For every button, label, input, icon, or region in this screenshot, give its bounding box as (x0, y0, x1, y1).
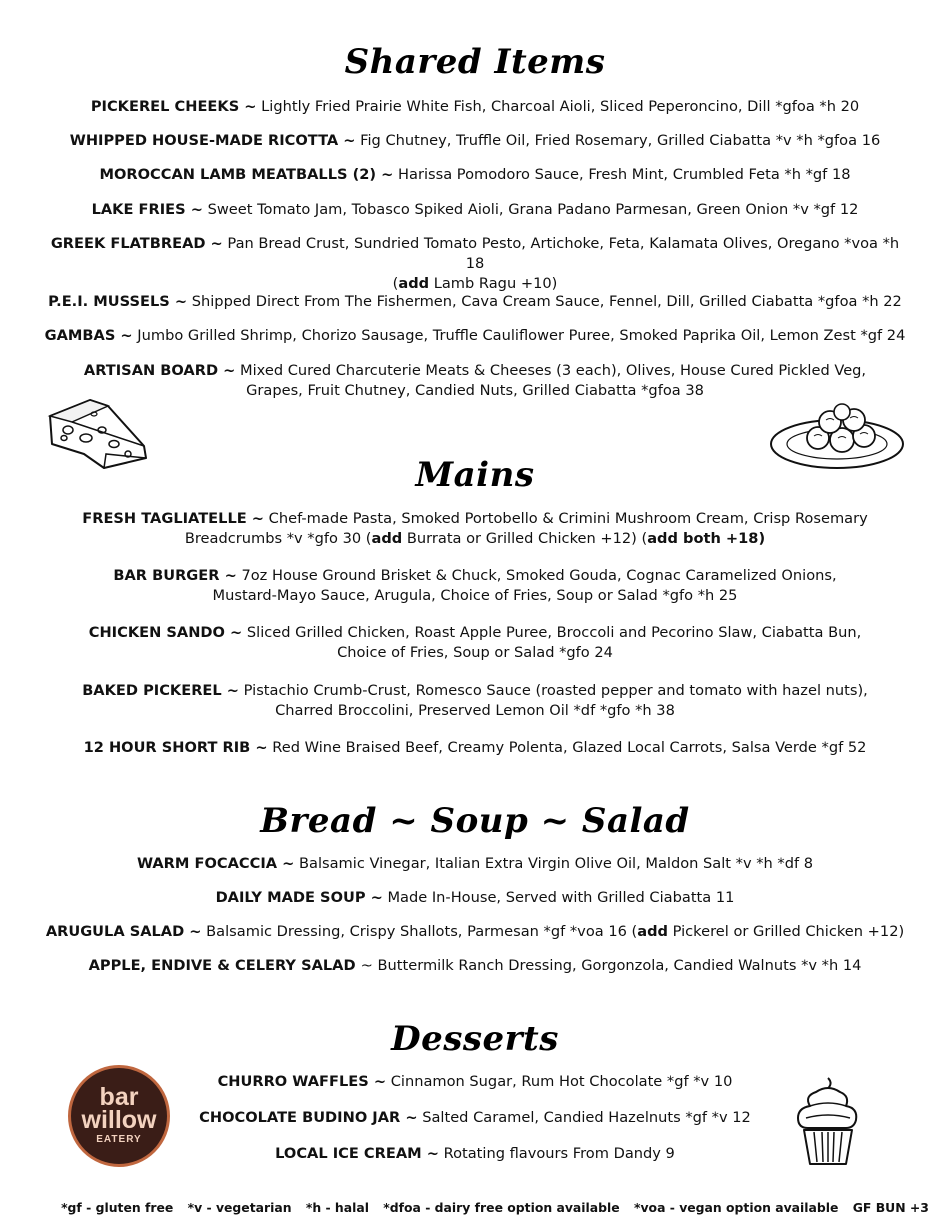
item-name: 12 HOUR SHORT RIB ~ (83, 739, 268, 756)
menu-item (40, 566, 910, 606)
add-label: add (371, 530, 403, 547)
item-description: Red Wine Braised Beef, Creamy Polenta, Glazed Local Carrots, Salsa Verde *gf 52 (267, 739, 867, 756)
item-line2-mid: Burrata or Grilled Chicken +12) ( (402, 530, 648, 547)
menu-item (40, 361, 910, 401)
section-title-mains: Mains (415, 455, 535, 495)
menu-item (40, 1072, 910, 1092)
menu-item (40, 326, 910, 346)
item-name: PICKEREL CHEEKS ~ (90, 98, 257, 115)
item-description: Made In-House, Served with Grilled Ciabatta 11 (382, 889, 735, 906)
legend-item: *h - halal (305, 1200, 369, 1215)
add-label: add (637, 923, 668, 940)
menu-item (40, 854, 910, 874)
item-description: Shipped Direct From The Fishermen, Cava Cream Sauce, Fennel, Dill, Grilled Ciabatta *gfoa *h 22 (187, 293, 902, 310)
menu-item (40, 1108, 910, 1128)
legend-item: GF BUN +3 (852, 1200, 929, 1215)
item-line2-open: ( (392, 275, 399, 292)
item-name: ARUGULA SALAD ~ (45, 923, 202, 940)
logo-line-willow: willow (81, 1106, 157, 1134)
add-label: add (398, 275, 430, 292)
item-line2: Mustard-Mayo Sauce, Arugula, Choice of Fries, Soup or Salad *gfo *h 25 (212, 587, 738, 604)
item-description: Jumbo Grilled Shrimp, Chorizo Sausage, Truffle Cauliflower Puree, Smoked Paprika Oil, Lemon Zest *gf 24 (132, 327, 906, 344)
item-name: WARM FOCACCIA ~ (136, 855, 295, 872)
item-description: Fig Chutney, Truffle Oil, Fried Rosemary, Grilled Ciabatta *v *h *gfoa 16 (355, 132, 881, 149)
item-description-end: Pickerel or Grilled Chicken +12) (667, 923, 905, 940)
legend-item: *gf - gluten free (61, 1200, 174, 1215)
menu-item (40, 200, 910, 220)
item-name: CHOCOLATE BUDINO JAR ~ (199, 1109, 418, 1126)
menu-item (40, 956, 910, 976)
section-title-bread-soup-salad: Bread ~ Soup ~ Salad (260, 801, 690, 841)
menu-item (40, 1144, 910, 1164)
item-name: MOROCCAN LAMB MEATBALLS (2) ~ (99, 166, 394, 183)
item-name: LAKE FRIES ~ (91, 201, 203, 218)
item-line2: Lamb Ragu +10) (429, 275, 558, 292)
item-description: Sliced Grilled Chicken, Roast Apple Puree, Broccoli and Pecorino Slaw, Ciabatta Bun, (242, 624, 862, 641)
cupcake-illustration (792, 1074, 864, 1170)
legend-item: *v - vegetarian (187, 1200, 292, 1215)
item-description: Sweet Tomato Jam, Tobasco Spiked Aioli, Grana Padano Parmesan, Green Onion *v *gf 12 (202, 201, 859, 218)
logo-line-eatery: EATERY (96, 1134, 142, 1145)
item-description: Lightly Fried Prairie White Fish, Charcoal Aioli, Sliced Peperoncino, Dill *gfoa *h 20 (256, 98, 860, 115)
item-description: Pan Bread Crust, Sundried Tomato Pesto, Artichoke, Feta, Kalamata Olives, Oregano *voa *h 18 (222, 235, 900, 272)
item-name: LOCAL ICE CREAM ~ (275, 1145, 439, 1162)
menu-item (40, 888, 910, 908)
menu-item (40, 165, 910, 185)
item-name: DAILY MADE SOUP ~ (215, 889, 383, 906)
menu-item (40, 738, 910, 758)
item-line2: Grapes, Fruit Chutney, Candied Nuts, Grilled Ciabatta *gfoa 38 (246, 382, 704, 399)
section-title-shared-items: Shared Items (344, 42, 606, 82)
item-name: CHURRO WAFFLES ~ (217, 1073, 387, 1090)
legend-item: *dfoa - dairy free option available (383, 1200, 620, 1215)
item-name: ARTISAN BOARD ~ (83, 362, 236, 379)
bar-willow-logo (68, 1065, 170, 1167)
item-name: P.E.I. MUSSELS ~ (48, 293, 188, 310)
item-name: GAMBAS ~ (44, 327, 133, 344)
item-line2: Charred Broccolini, Preserved Lemon Oil *df *gfo *h 38 (275, 702, 675, 719)
item-name: APPLE, ENDIVE & CELERY SALAD (88, 957, 361, 974)
item-description: Balsamic Dressing, Crispy Shallots, Parmesan *gf *voa 16 ( (201, 923, 638, 940)
item-description: Chef-made Pasta, Smoked Portobello & Crimini Mushroom Cream, Crisp Rosemary (264, 510, 868, 527)
menu-item (40, 922, 910, 942)
item-name: FRESH TAGLIATELLE ~ (82, 510, 265, 527)
menu-item (40, 681, 910, 721)
item-name: CHICKEN SANDO ~ (88, 624, 243, 641)
item-description: Cinnamon Sugar, Rum Hot Chocolate *gf *v 10 (386, 1073, 733, 1090)
item-name: WHIPPED HOUSE-MADE RICOTTA ~ (69, 132, 356, 149)
item-line2: Breadcrumbs *v *gfo 30 ( (184, 530, 372, 547)
menu-item (40, 131, 910, 151)
item-description: Pistachio Crumb-Crust, Romesco Sauce (roasted pepper and tomato with hazel nuts), (239, 682, 868, 699)
item-line2: Choice of Fries, Soup or Salad *gfo 24 (337, 644, 613, 661)
dietary-legend (0, 1200, 950, 1215)
menu-item (40, 623, 910, 663)
section-title-desserts: Desserts (391, 1019, 559, 1059)
logo-line-bar: bar (99, 1083, 139, 1111)
menu-item (40, 292, 910, 312)
item-description: Salted Caramel, Candied Hazelnuts *gf *v 12 (417, 1109, 751, 1126)
item-description: Harissa Pomodoro Sauce, Fresh Mint, Crumbled Feta *h *gf 18 (393, 166, 851, 183)
item-name: BAR BURGER ~ (113, 567, 237, 584)
legend-item: *voa - vegan option available (634, 1200, 839, 1215)
item-name: BAKED PICKEREL ~ (82, 682, 240, 699)
item-description: ~ Buttermilk Ranch Dressing, Gorgonzola, Candied Walnuts *v *h 14 (360, 957, 862, 974)
add-both-label: add both +18) (647, 530, 766, 547)
menu-item (40, 509, 910, 549)
menu-item (40, 97, 910, 117)
item-name: GREEK FLATBREAD ~ (50, 235, 223, 252)
item-description: Mixed Cured Charcuterie Meats & Cheeses (3 each), Olives, House Cured Pickled Veg, (235, 362, 867, 379)
item-description: Balsamic Vinegar, Italian Extra Virgin Olive Oil, Maldon Salt *v *h *df 8 (294, 855, 814, 872)
item-description: 7oz House Ground Brisket & Chuck, Smoked Gouda, Cognac Caramelized Onions, (236, 567, 837, 584)
menu-item (40, 234, 910, 294)
item-description: Rotating flavours From Dandy 9 (438, 1145, 675, 1162)
